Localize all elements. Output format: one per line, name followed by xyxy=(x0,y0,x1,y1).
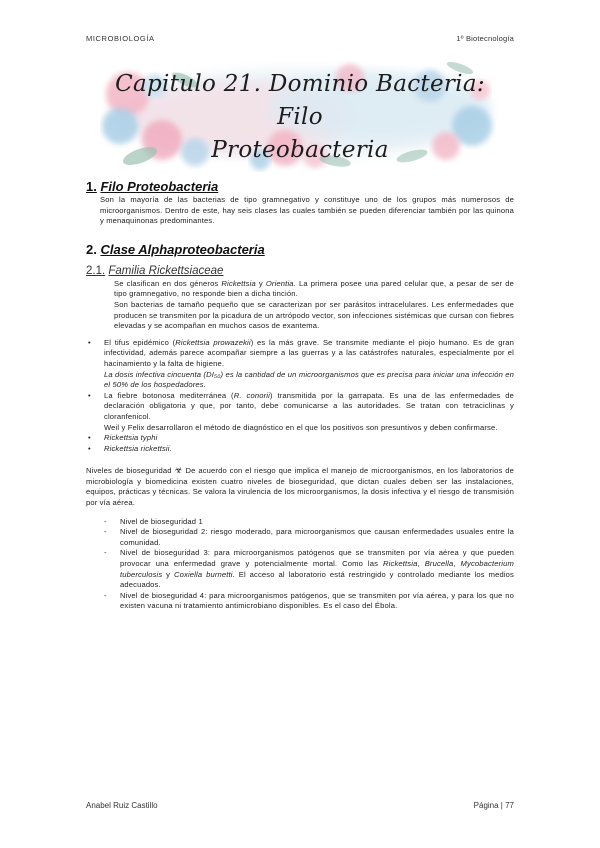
paragraph-description: Son bacterias de tamaño pequeño que se caracterizan por ser parásitos intracelulares. Les enfermedades que producen se transmiten por la picadura de un artrópodo vector, son infecciones sistémicas que cursan con fiebres elevadas y se acompañan en muchos casos de exantema. xyxy=(114,299,514,331)
list-item: • Rickettsia typhi xyxy=(86,433,514,444)
chapter-title-line2: Proteobacteria xyxy=(211,137,389,163)
list-item: • El tifus epidémico (Rickettsia prowazekii) es la más grave. Se transmite mediante el piojo humano. Es de gran infectividad, además parece acompañar siempre a las guerras y a las catástrofes naturales, especialmente por el hacinamiento y la falta de higiene. La dosis infectiva cincuenta (DI₅₀) es la cantidad de un microorganismos que es precisa para iniciar una infección en el 50% de los hospedadores. xyxy=(86,338,514,391)
section-filo xyxy=(86,178,514,227)
biohazard-icon: ☣ xyxy=(174,465,183,476)
section-heading-1 xyxy=(86,178,514,195)
chapter-title-line1: Capitulo 21. Dominio Bacteria: Filo xyxy=(115,71,485,130)
list-item: - Nivel de bioseguridad 2: riesgo moderado, para microorganismos que causan enfermedades usuales entre la comunidad. xyxy=(86,527,514,548)
footer-author: Anabel Ruiz Castillo xyxy=(86,801,158,810)
list-item: • La fiebre botonosa mediterránea (R. conorii) transmitida por la garrapata. Es una de las enfermedades de declaración obligatoria y que, por tanto, debe comunicarse a las autoridades. Se tratan con tetraciclinas y cloranfenicol. Weil y Felix desarrollaron el método de diagnóstico en el que los positivos son presuntivos y deben confirmarse. xyxy=(86,391,514,433)
main-content xyxy=(86,178,514,612)
paragraph-genera: Se clasifican en dos géneros Rickettsia y Orientia. La primera posee una pared celular que, a pesar de ser de tipo gramnegativo, no responde bien a dicha tinción. xyxy=(114,278,514,299)
list-item: - Nivel de bioseguridad 1 xyxy=(86,517,514,528)
subsection-heading xyxy=(86,264,514,279)
disease-list xyxy=(86,338,514,455)
section-heading-2 xyxy=(86,241,514,258)
note-infective-dose: La dosis infectiva cincuenta (DI₅₀) es la cantidad de un microorganismos que es precisa para iniciar una infección en el 50% de los hospedadores. xyxy=(104,369,514,390)
section-number: 1. xyxy=(86,179,97,194)
section-number: 2. xyxy=(86,241,97,257)
subsection-number: 2.1. xyxy=(86,264,106,277)
biosafety-intro: Niveles de bioseguridad ☣ De acuerdo con el riesgo que implica el manejo de microorganismos, en los laboratorios de microbiología y biomedicina existen cuatro niveles de bioseguridad, que dictan cuales deben ser las instalaciones, equipos, prácticas y técnicas. Se valora la virulencia de los microorganismos, la dosis infectiva y el riesgo de transmisión por vía aérea. xyxy=(86,465,514,508)
header-subject: MICROBIOLOGÍA xyxy=(86,34,155,43)
section-title: Clase Alphaproteobacteria xyxy=(100,241,265,257)
section-paragraph: Son la mayoría de las bacterias de tipo gramnegativo y constituye uno de los grupos más numerosos de microorganismos. Dentro de este, hay seis clases las cuales también se pueden diferenciar también por las quinona y menaquinonas predominantes. xyxy=(100,195,514,226)
biosafety-levels-list xyxy=(86,517,514,612)
note-diagnosis: Weil y Felix desarrollaron el método de diagnóstico en el que los positivos son presuntivos y deben confirmarse. xyxy=(104,422,498,432)
list-item: - Nivel de bioseguridad 4: para microorganismos patógenos, que se transmiten por vía aérea, y para los que no existen vacuna ni tratamiento antimicrobiano disponibles. Es el caso del Ébola. xyxy=(86,591,514,612)
subsection-title: Familia Rickettsiaceae xyxy=(108,264,224,277)
list-item: - Nivel de bioseguridad 3: para microorganismos patógenos que se transmiten por vía aérea y que pueden provocar una enfermedad grave y potencialmente mortal. Como las Rickettsia, Brucella, Mycobacterium tuberculosis y Coxiella burnetti. El acceso al laboratorio está restringido y controlado mediante los medios adecuados. xyxy=(86,548,514,590)
footer-page-number: Página | 77 xyxy=(473,801,514,810)
header-course: 1º Biotecnología xyxy=(456,34,514,43)
section-title: Filo Proteobacteria xyxy=(100,179,219,194)
chapter-title xyxy=(100,68,500,167)
list-item: • Rickettsia rickettsii. xyxy=(86,444,514,455)
